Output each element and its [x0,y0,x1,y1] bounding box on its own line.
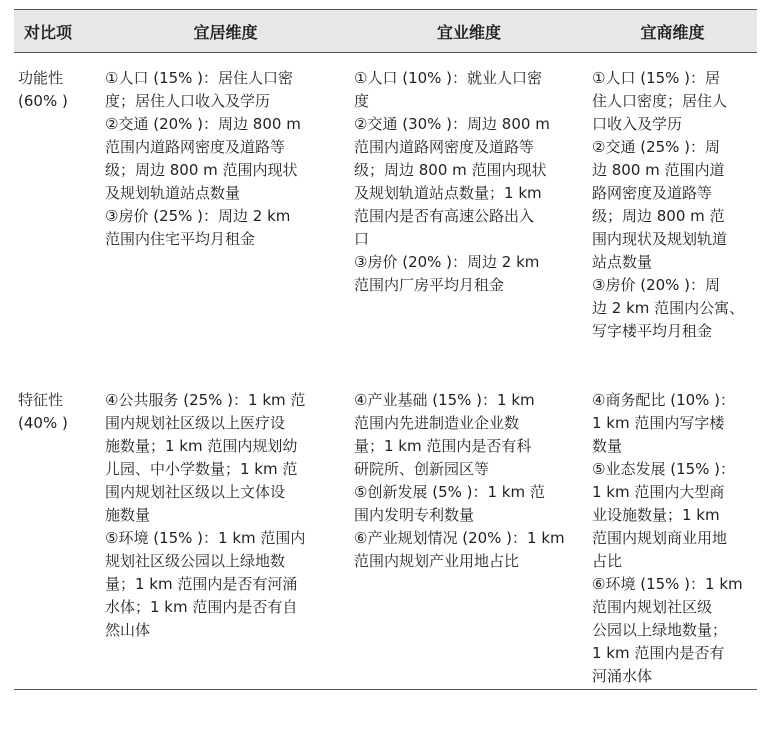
cell-line: ①人口 (15% )：居住人口密 [105,69,294,87]
cell-line: 围内规划社区级以上医疗设 [105,414,286,432]
cell-line: 业设施数量；1 km [592,506,720,524]
cell-line: 度 [354,92,370,110]
cell-line: 级；周边 800 m 范 [592,207,725,225]
cell-line: ⑥环境 (15% )：1 km [592,575,743,593]
cell-line: ①人口 (15% )：居 [592,69,721,87]
cell-line: 范围内规划社区级 [592,598,713,616]
table-cell [588,53,757,378]
cell-line: 水体；1 km 范围内是否有自 [105,598,298,616]
cell-line: 级；周边 800 m 范围内现状 [354,161,547,179]
cell-line: ④公共服务 (25% )：1 km 范 [105,391,306,409]
table-row [14,377,757,690]
cell-line: 围内发明专利数量 [354,506,475,524]
row-label-line: 特征性 [18,391,64,409]
row-label-line: (40% ) [18,414,68,432]
row-label-line: 功能性 [18,69,64,87]
cell-line: 数量 [592,437,623,455]
header-livable-dimension: 宜居维度 [101,10,350,53]
cell-line: 口收入及学历 [592,115,683,133]
cell-line: 1 km 范围内大型商 [592,483,725,501]
cell-line: ④商务配比 (10% )： [592,391,736,409]
row-label-line: (60% ) [18,92,68,110]
row-label [14,377,101,690]
row-label [14,53,101,378]
header-comparison-item: 对比项 [14,10,101,53]
cell-line: 围内现状及规划轨道 [592,230,728,248]
cell-line: 量；1 km 范围内是否有科 [354,437,532,455]
cell-line: 度；居住人口收入及学历 [105,92,271,110]
cell-line: 范围内是否有高速公路出入 [354,207,535,225]
cell-line: ⑤业态发展 (15% )： [592,460,736,478]
comparison-table [14,9,757,690]
cell-line: 量；1 km 范围内是否有河涌 [105,575,298,593]
cell-line: 规划社区级公园以上绿地数 [105,552,286,570]
cell-line: 口 [354,230,370,248]
cell-line: 儿园、中小学数量；1 km 范 [105,460,298,478]
cell-line: 级；周边 800 m 范围内现状 [105,161,298,179]
header-commercial-dimension: 宜商维度 [588,10,757,53]
table-cell [101,53,350,378]
cell-line: 范围内先进制造业企业数 [354,414,520,432]
cell-line: 范围内规划产业用地占比 [354,552,520,570]
cell-line: ⑥产业规划情况 (20% )：1 km [354,529,565,547]
cell-line: 范围内规划商业用地 [592,529,728,547]
header-business-dimension: 宜业维度 [350,10,588,53]
cell-line: 范围内住宅平均月租金 [105,230,256,248]
cell-line: ④产业基础 (15% )：1 km [354,391,535,409]
cell-line: 路网密度及道路等 [592,184,713,202]
cell-line: ③房价 (25% )：周边 2 km [105,207,291,225]
cell-line: 边 800 m 范围内道 [592,161,725,179]
header-row [14,10,757,53]
cell-line: 1 km 范围内是否有 [592,644,725,662]
table-cell [350,53,588,378]
cell-line: 公园以上绿地数量； [592,621,728,639]
table-cell [350,377,588,690]
table-cell [101,377,350,690]
cell-line: 写字楼平均月租金 [592,322,713,340]
cell-line: 占比 [592,552,623,570]
cell-line: 研院所、创新园区等 [354,460,490,478]
comparison-table-container [14,9,757,690]
cell-line: 住人口密度；居住人 [592,92,728,110]
cell-line: 围内规划社区级以上文体设 [105,483,286,501]
table-cell [588,377,757,690]
table-row [14,53,757,378]
cell-line: 范围内道路网密度及道路等 [354,138,535,156]
cell-line: ②交通 (20% )：周边 800 m [105,115,301,133]
cell-line: 施数量；1 km 范围内规划幼 [105,437,298,455]
cell-line: 施数量 [105,506,151,524]
cell-line: 及规划轨道站点数量 [105,184,241,202]
cell-line: ⑤环境 (15% )：1 km 范围内 [105,529,306,547]
cell-line: ①人口 (10% )：就业人口密 [354,69,543,87]
cell-line: ②交通 (25% )：周 [592,138,721,156]
cell-line: 及规划轨道站点数量；1 km [354,184,542,202]
cell-line: 河涌水体 [592,667,653,685]
cell-line: ②交通 (30% )：周边 800 m [354,115,550,133]
cell-line: 站点数量 [592,253,653,271]
cell-line: 1 km 范围内写字楼 [592,414,725,432]
cell-line: 范围内道路网密度及道路等 [105,138,286,156]
cell-line: ⑤创新发展 (5% )：1 km 范 [354,483,545,501]
cell-line: 然山体 [105,621,151,639]
cell-line: 边 2 km 范围内公寓、 [592,299,745,317]
cell-line: ③房价 (20% )：周边 2 km [354,253,540,271]
cell-line: 范围内厂房平均月租金 [354,276,505,294]
cell-line: ③房价 (20% )：周 [592,276,721,294]
